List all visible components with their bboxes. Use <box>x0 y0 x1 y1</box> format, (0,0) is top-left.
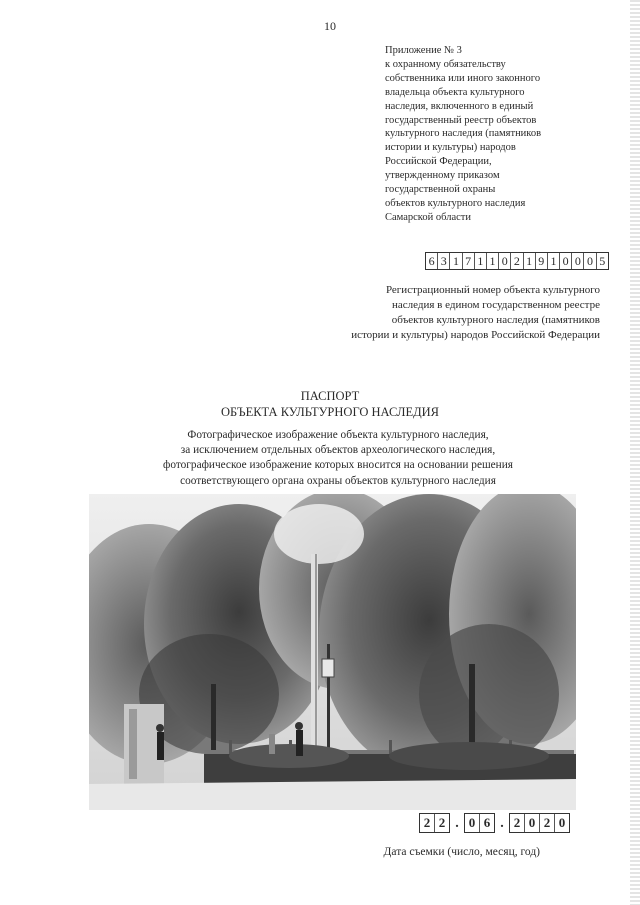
date-separator: . <box>500 816 504 831</box>
registration-number-boxes <box>425 252 609 270</box>
date-month-boxes <box>464 813 495 833</box>
passport-title <box>0 388 640 420</box>
reg-digit: 3 <box>438 253 450 269</box>
date-digit: 0 <box>558 815 566 830</box>
appendix-line: государственной охраны <box>385 184 496 196</box>
photo-caption-line: фотографическое изображение которых вносится на основании решения <box>163 459 513 472</box>
appendix-line: культурного наследия (памятников <box>385 128 542 140</box>
appendix-line: истории и культуры) народов <box>385 142 516 154</box>
appendix-line: к охранному обязательству <box>385 58 506 70</box>
registration-caption-line: Регистрационный номер объекта культурного <box>385 284 600 296</box>
photo-caption-line: Фотографическое изображение объекта культурного наследия, <box>187 429 489 441</box>
appendix-line: наследия, включенного в единый <box>385 100 534 112</box>
reg-digit: 2 <box>511 253 523 269</box>
date-digit: 0 <box>465 814 480 832</box>
reg-digit: 6 <box>426 253 438 269</box>
reg-digit: 7 <box>463 253 475 269</box>
registration-caption-line: наследия в едином государственном реестре <box>392 299 600 311</box>
appendix-note <box>385 44 600 225</box>
appendix-line: утвержденному приказом <box>385 170 500 182</box>
shoot-date <box>419 813 570 833</box>
appendix-line: Приложение № 3 <box>385 45 462 56</box>
reg-digit: 0 <box>560 253 572 269</box>
page-number: 10 <box>324 19 336 33</box>
reg-digit: 5 <box>599 254 606 268</box>
date-caption: Дата съемки (число, месяц, год) <box>383 846 540 858</box>
reg-digit: 1 <box>524 253 536 269</box>
appendix-line: владельца объекта культурного <box>385 86 525 98</box>
date-year-boxes <box>509 813 570 833</box>
date-digit: 2 <box>438 815 446 830</box>
appendix-line: Самарской области <box>385 211 471 223</box>
reg-digit: 9 <box>536 253 548 269</box>
date-digit: 6 <box>483 815 491 830</box>
reg-digit: 1 <box>548 253 560 269</box>
reg-digit: 0 <box>499 253 511 269</box>
date-digit: 2 <box>510 814 525 832</box>
date-day-boxes <box>419 813 450 833</box>
photo-illustration <box>89 494 576 810</box>
date-digit: 2 <box>420 814 435 832</box>
title-line-1: ПАСПОРТ <box>300 389 360 403</box>
photo-caption <box>0 428 640 489</box>
photo-caption-line: за исключением отдельных объектов археологического наследия, <box>180 444 496 457</box>
reg-digit: 1 <box>475 253 487 269</box>
appendix-line: объектов культурного наследия <box>385 197 526 209</box>
registration-caption-line: истории и культуры) народов Российской Федерации <box>351 329 600 341</box>
date-digit: 0 <box>525 814 540 832</box>
reg-digit: 0 <box>584 253 596 269</box>
appendix-line: собственника или иного законного <box>385 72 541 84</box>
heritage-object-photo <box>89 494 576 810</box>
date-digit: 2 <box>540 814 555 832</box>
appendix-line: государственный реестр объектов <box>385 114 537 126</box>
reg-digit: 1 <box>487 253 499 269</box>
reg-digit: 0 <box>572 253 584 269</box>
date-separator: . <box>455 816 459 831</box>
appendix-line: Российской Федерации, <box>385 156 492 168</box>
reg-digit: 1 <box>450 253 462 269</box>
title-line-2: ОБЪЕКТА КУЛЬТУРНОГО НАСЛЕДИЯ <box>221 405 439 419</box>
registration-caption-line: объектов культурного наследия (памятников <box>391 314 600 326</box>
registration-caption <box>290 283 600 343</box>
photo-caption-line: соответствующего органа охраны объектов культурного наследия <box>180 474 496 487</box>
